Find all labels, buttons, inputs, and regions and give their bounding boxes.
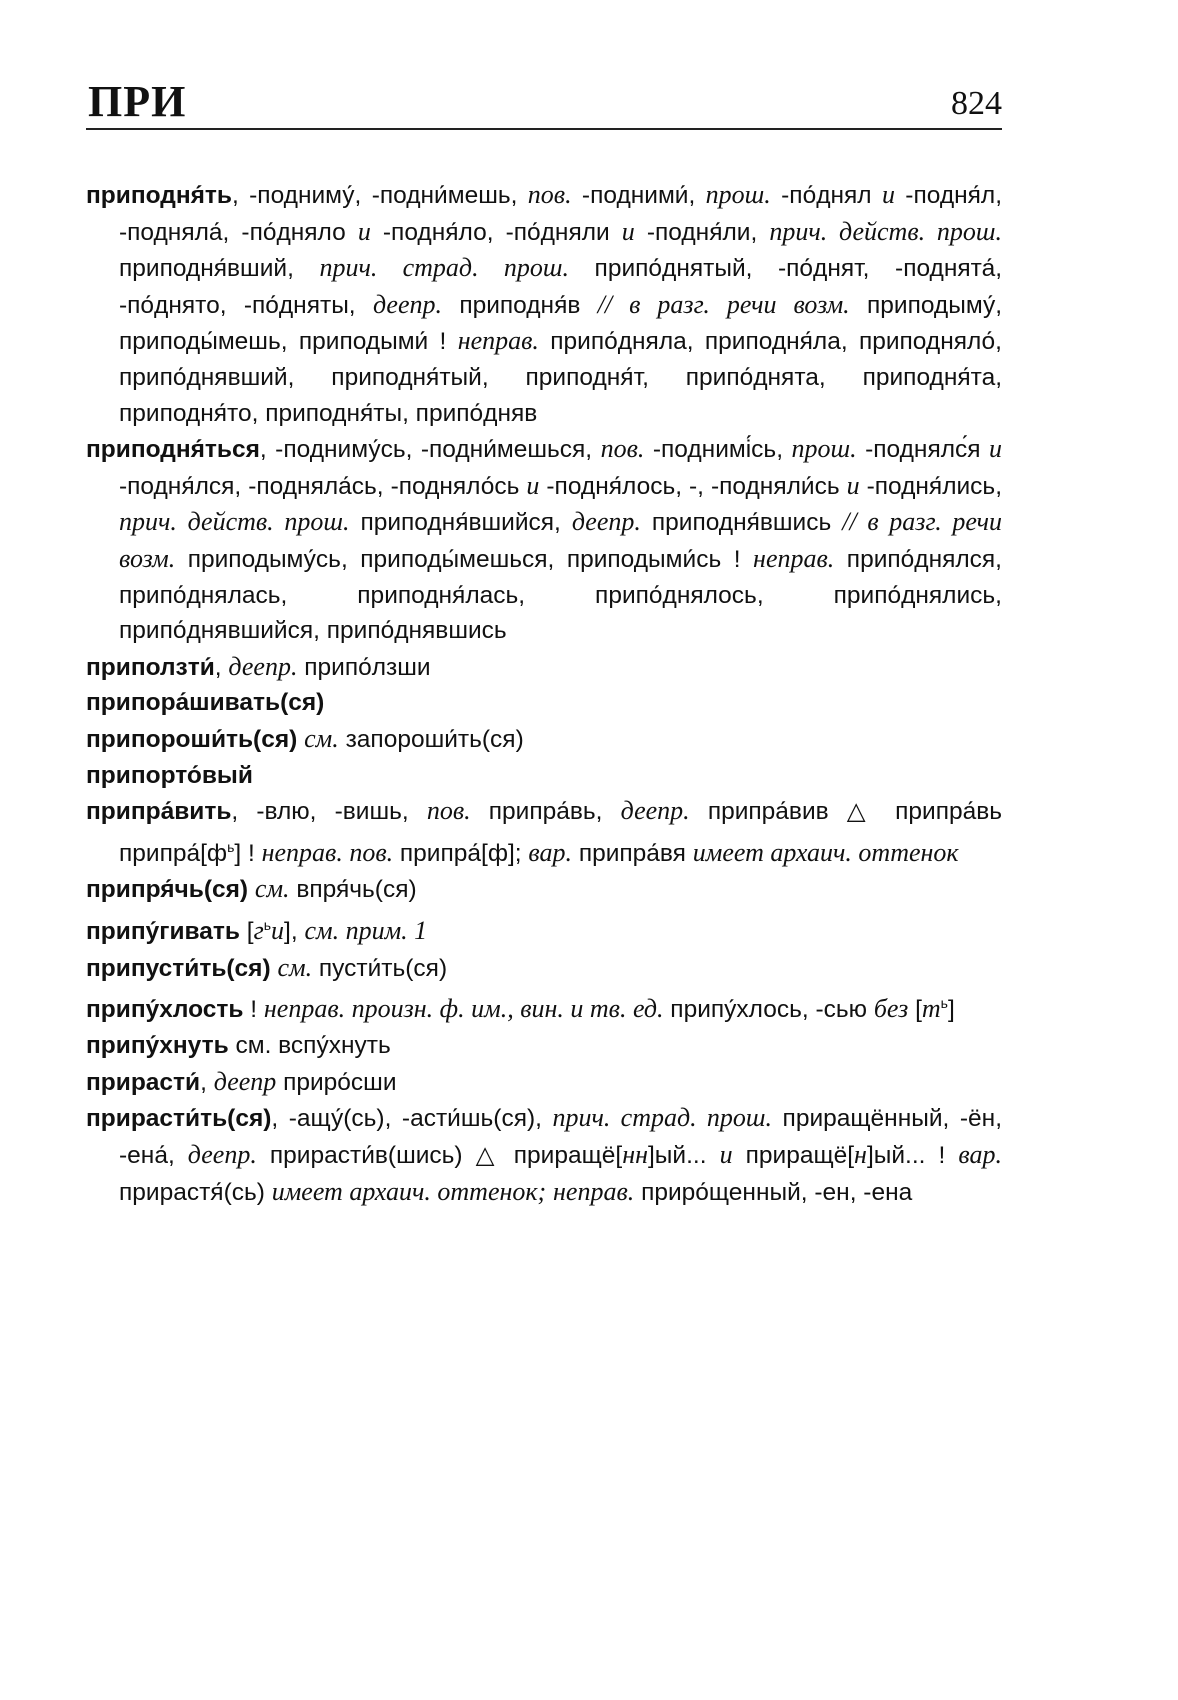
grammar-label: нн (622, 1139, 648, 1169)
entry-headword: припусти́ть(ся) (86, 954, 271, 982)
page-number: 824 (951, 85, 1002, 122)
grammar-label: и (846, 470, 860, 500)
grammar-label: и (271, 916, 285, 946)
grammar-label: см. (304, 723, 339, 753)
entry-text: -подня́ло, -по́дняли (370, 218, 622, 246)
entry-text: приподня́вший, (119, 255, 320, 283)
entry-text: , -влю, -вишь, (231, 798, 427, 826)
dictionary-entry (86, 685, 1002, 721)
entry-text: впря́чь(ся) (289, 876, 417, 904)
entry-text: пусти́ть(ся) (312, 954, 448, 982)
entry-text: ] ! (234, 839, 262, 867)
entry-text: , -подниму́, -подни́мешь, (231, 182, 528, 209)
grammar-label: деепр. (571, 507, 641, 537)
entry-text: , (214, 653, 229, 681)
grammar-label: н (854, 1139, 867, 1169)
grammar-label: г (253, 916, 264, 946)
entry-headword: припорто́вый (86, 761, 253, 789)
entry-text: [ (908, 996, 922, 1024)
grammar-label: и (526, 470, 540, 500)
entry-text (546, 1179, 553, 1206)
grammar-label: вар. (528, 837, 573, 867)
entry-text: ], (284, 918, 305, 946)
entry-headword: припра́вить (86, 798, 232, 826)
entry-text: приподыму́сь, приподы́мешься, приподыми́сь ! (175, 545, 754, 573)
grammar-label: и (621, 216, 635, 246)
entry-text: припо́днялся, припо́днялась, приподня́лась, припо́днялось, припо́днялись, припо́днявшийся, припо́днявшись (119, 545, 1002, 645)
entry-headword: приподня́ть (86, 182, 232, 209)
entry-text: припо́днятый, -по́днят, -поднята́, -по́днято, -по́дняты, (119, 255, 1003, 319)
grammar-label: прич. действ. прош. (119, 507, 350, 537)
dictionary-entry (86, 758, 1002, 794)
grammar-label: прич. страд. прош. (319, 253, 569, 283)
dictionary-entry (86, 908, 1002, 950)
entry-text: , -ащу́(сь), -асти́шь(ся), (271, 1105, 553, 1133)
grammar-label: и (357, 216, 371, 246)
entry-text: -подними́, (571, 182, 706, 209)
grammar-label: деепр (213, 1066, 277, 1096)
entry-text: припо́дняла, приподня́ла, приподняло́, припо́днявший, приподня́тый, приподня́т, припо́днята, приподня́та, приподня́то, приподня́ты, припо́дняв (119, 328, 1002, 427)
entry-headword: припу́хнуть (86, 1032, 229, 1060)
entry-headword: припороши́ть(ся) (86, 725, 298, 753)
running-head: ПРИ (88, 77, 187, 126)
grammar-label: т (921, 994, 941, 1024)
grammar-label: // в разг. речи возм. (119, 507, 1003, 573)
dictionary-entry (86, 950, 1002, 987)
entry-text: приращё[ (732, 1141, 855, 1169)
entry-text: -поднимі́сь, (644, 436, 792, 464)
dictionary-entry (86, 986, 1002, 1028)
grammar-label: деепр. (187, 1139, 257, 1169)
superscript-mark: ь (263, 917, 272, 934)
entry-text: припу́хлось, -сью (663, 996, 874, 1024)
entry-headword: приползти́ (86, 653, 215, 681)
superscript-mark: ь (940, 995, 948, 1012)
entry-text: [ (239, 918, 254, 946)
dictionary-entry (86, 431, 1002, 649)
grammar-label: см. (254, 874, 290, 904)
entry-text: прирасти́в(шись) △ приращё[ (256, 1141, 623, 1169)
grammar-label: пов. (527, 180, 572, 209)
entry-text: приподня́в (442, 291, 598, 319)
entry-headword: припря́чь(ся) (86, 876, 249, 904)
dictionary-entry (86, 793, 1002, 871)
grammar-label: без (873, 994, 909, 1024)
entry-text: припра́вив △ припра́вь припра́[ф (119, 798, 1003, 867)
entry-text: запороши́ть(ся) (338, 725, 524, 753)
grammar-label: пов. (426, 796, 471, 826)
entry-text: прирастя́(сь) (119, 1178, 272, 1206)
entry-text: припра́вя (572, 839, 693, 867)
entry-text (248, 876, 255, 903)
dictionary-entry (86, 177, 1002, 431)
entry-text: -подня́лось, -, -подняли́сь (539, 472, 847, 500)
entry-headword: припора́шивать(ся) (86, 689, 325, 717)
entry-text: ! (243, 996, 264, 1024)
dictionary-entry (86, 721, 1002, 758)
grammar-label: пов. (600, 434, 645, 464)
entry-text: -подня́ли, (634, 218, 770, 246)
grammar-label: неправ. произн. ф. им., вин. и тв. ед. (263, 994, 664, 1024)
entry-list (86, 177, 1002, 1210)
header-rule (86, 128, 1002, 130)
entry-headword: приподня́ться (86, 436, 260, 464)
entry-text: -по́днял (770, 182, 882, 209)
grammar-label: имеет архаич. оттенок (692, 837, 959, 867)
entry-text: припра́[ф]; (393, 839, 529, 867)
entry-text: , -подниму́сь, -подни́мешься, (259, 436, 601, 464)
page-header (86, 78, 1002, 132)
entry-headword: прирасти́ (86, 1068, 201, 1096)
entry-text: приращённый, -ён, -ена́, (119, 1105, 1003, 1169)
grammar-label: и (719, 1139, 733, 1169)
grammar-label: неправ. (753, 543, 835, 573)
grammar-label: деепр. (620, 796, 690, 826)
dictionary-entry (86, 1028, 1002, 1064)
grammar-label: прич. страд. прош. (552, 1103, 772, 1133)
grammar-label: прич. действ. прош. (769, 216, 1002, 246)
entry-text: ] (947, 996, 955, 1024)
grammar-label: неправ. пов. (261, 837, 394, 867)
dictionary-entry (86, 649, 1002, 686)
entry-text: ]ый... ! (866, 1141, 959, 1169)
grammar-label: неправ. (553, 1176, 635, 1206)
dictionary-entry (86, 1064, 1002, 1101)
entry-text: -подня́лись, (859, 472, 1003, 500)
grammar-label: вар. (958, 1139, 1002, 1169)
grammar-label: см. прим. 1 (304, 916, 428, 946)
grammar-label: неправ. (457, 326, 539, 356)
entry-text: -подня́лся, -подняла́сь, -подняло́сь (119, 472, 527, 500)
entry-text: приподыму́, приподы́мешь, приподыми́ ! (119, 291, 1002, 356)
entry-text: -поднялс́я (856, 436, 989, 464)
entry-headword: припу́гивать (86, 918, 240, 946)
grammar-label: и (989, 434, 1002, 464)
entry-text: см. вспу́хнуть (228, 1032, 391, 1060)
grammar-label: деепр. (372, 289, 442, 319)
entry-text: , (200, 1068, 214, 1096)
grammar-label: см. (277, 952, 313, 982)
entry-text: приро́щенный, -ен, -ена (634, 1178, 913, 1206)
grammar-label: деепр. (228, 651, 298, 681)
entry-text: ]ый... (647, 1141, 720, 1169)
dictionary-entry (86, 1100, 1002, 1210)
entry-text: приро́сши (276, 1068, 397, 1096)
grammar-label: имеет архаич. оттенок; (271, 1176, 547, 1206)
entry-text: припо́лзши (297, 653, 431, 681)
grammar-label: и (881, 180, 895, 209)
superscript-mark: ь (227, 838, 235, 855)
entry-headword: припу́хлость (86, 996, 244, 1024)
entry-text: припра́вь, (470, 798, 621, 826)
grammar-label: прош. (705, 180, 771, 209)
dictionary-entry (86, 871, 1002, 908)
entry-text: приподня́вшийся, (349, 509, 572, 537)
grammar-label: прош. (791, 434, 857, 464)
entry-headword: прирасти́ть(ся) (86, 1105, 272, 1133)
entry-text: приподня́вшись (640, 509, 843, 537)
grammar-label: // в разг. речи возм. (597, 289, 850, 319)
entry-text: -подня́л, -подняла́, -по́дняло (119, 182, 1003, 246)
